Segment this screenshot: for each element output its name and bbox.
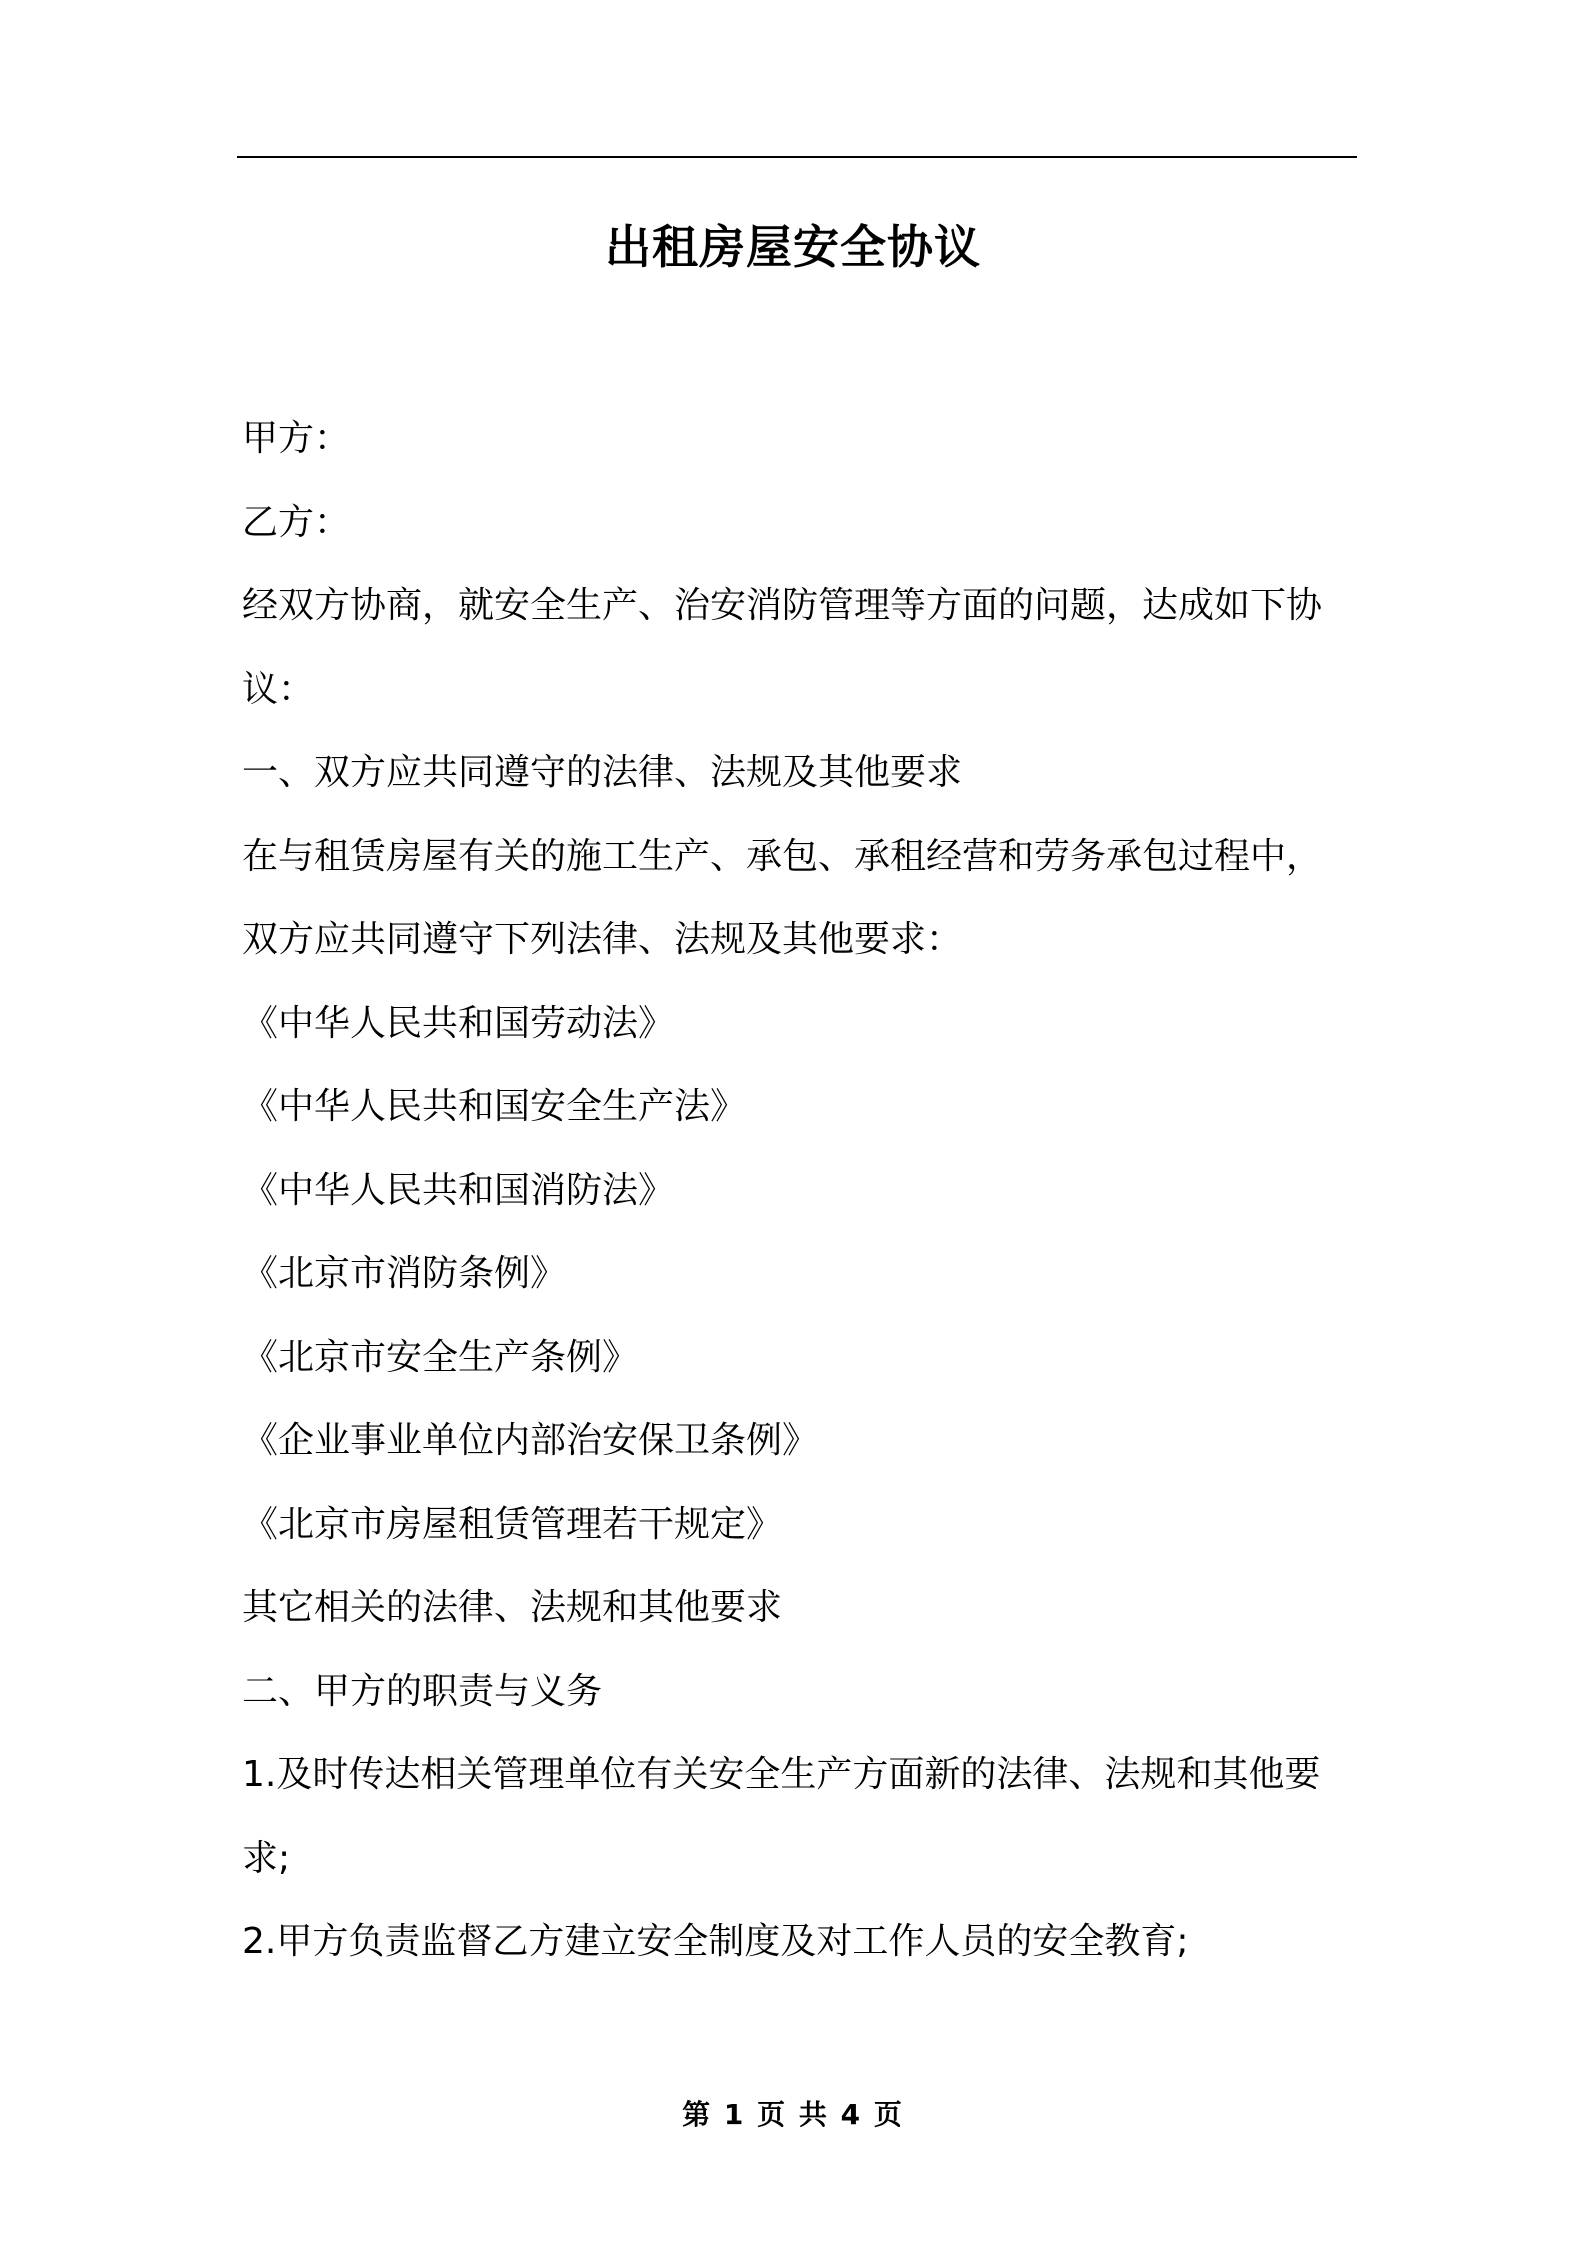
document-title: 出租房屋安全协议: [605, 220, 981, 274]
section-1-heading: 一、双方应共同遵守的法律、法规及其他要求: [242, 752, 963, 793]
document-body: [242, 397, 1357, 1984]
page-number: 第 1 页 共 4 页: [682, 2098, 904, 2131]
preamble-line-2: 议：: [242, 668, 315, 710]
law-item: 《中华人民共和国劳动法》: [242, 1002, 675, 1044]
law-item: 《中华人民共和国消防法》: [242, 1169, 675, 1211]
law-item: 《北京市安全生产条例》: [242, 1336, 639, 1378]
section-1-text-line-1: 在与租赁房屋有关的施工生产、承包、承租经营和劳务承包过程中，: [242, 835, 1323, 877]
section-2-heading: 二、甲方的职责与义务: [242, 1670, 603, 1712]
party-a-line: 甲方：: [242, 418, 351, 459]
law-item: 《企业事业单位内部治安保卫条例》: [242, 1420, 819, 1461]
party-b-line: 乙方：: [242, 501, 351, 543]
preamble-line-1: 经双方协商，就安全生产、治安消防管理等方面的问题，达成如下协: [242, 585, 1323, 626]
law-item: 《北京市消防条例》: [242, 1253, 567, 1294]
section-1-text-line-2: 双方应共同遵守下列法律、法规及其他要求：: [242, 919, 963, 960]
duty-1-line-1: 1.及时传达相关管理单位有关安全生产方面新的法律、法规和其他要: [242, 1754, 1321, 1795]
law-item: 《中华人民共和国安全生产法》: [242, 1086, 747, 1127]
duty-1-line-2: 求;: [242, 1837, 291, 1879]
header-rule: [237, 156, 1357, 158]
other-laws-line: 其它相关的法律、法规和其他要求: [242, 1587, 783, 1628]
law-item: 《北京市房屋租赁管理若干规定》: [242, 1503, 783, 1545]
duty-2-line: 2.甲方负责监督乙方建立安全制度及对工作人员的安全教育;: [242, 1921, 1189, 1962]
